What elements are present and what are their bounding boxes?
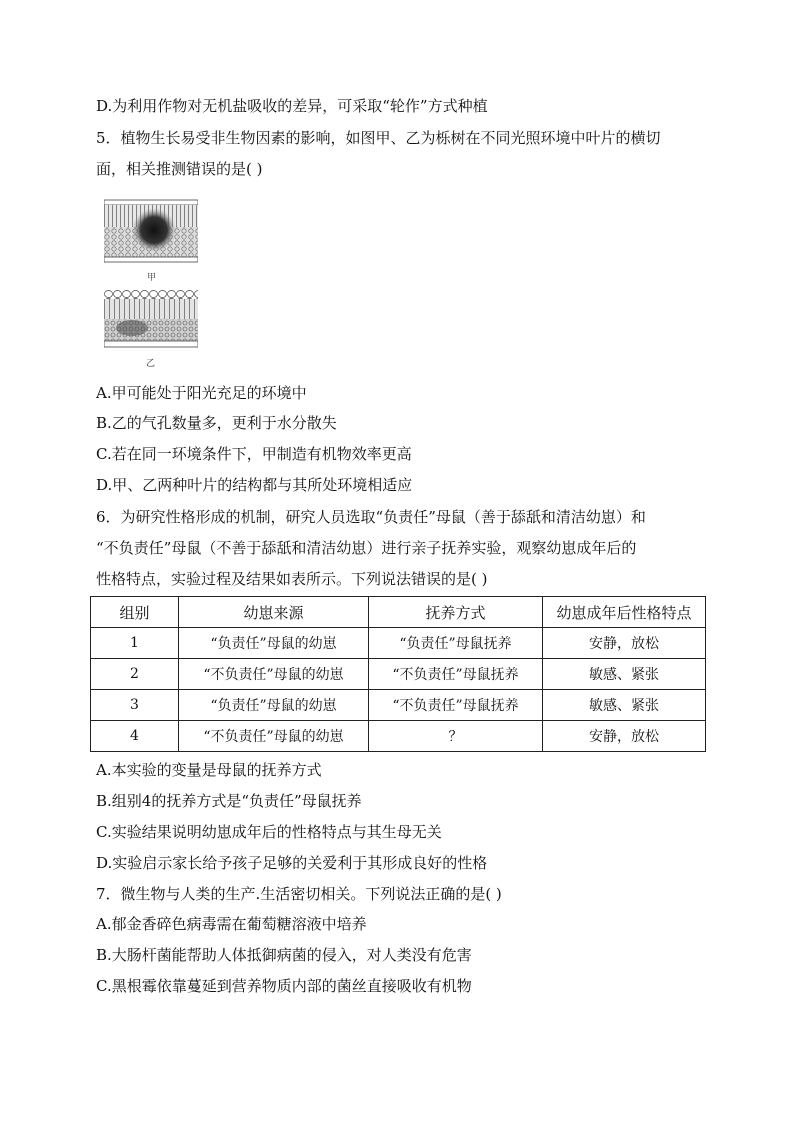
experiment-table (90, 596, 706, 752)
prev-option-d: D.为利用作物对无机盐吸收的差异，可采取“轮作”方式种植 (96, 97, 488, 115)
table-cell: 1 (91, 628, 179, 659)
q6-stem-line-1: 6．为研究性格形成的机制，研究人员选取“负责任”母鼠（善于舔舐和清洁幼崽）和 (96, 508, 646, 526)
q5-stem-line-1: 5．植物生长易受非生物因素的影响，如图甲、乙为栎树在不同光照环境中叶片的横切 (96, 129, 661, 147)
q7-stem: 7．微生物与人类的生产.生活密切相关。下列说法正确的是( ) (96, 885, 502, 903)
q6-stem-line-3: 性格特点，实验过程及结果如表所示。下列说法错误的是( ) (96, 570, 488, 588)
q5-option-b[interactable]: B.乙的气孔数量多，更利于水分散失 (96, 414, 337, 432)
leaf-cross-section-b-image (104, 290, 198, 350)
table-cell: 3 (91, 690, 179, 721)
table-cell: “不负责任”母鼠的幼崽 (179, 659, 369, 690)
table-row (91, 721, 706, 752)
q5-option-a[interactable]: A.甲可能处于阳光充足的环境中 (96, 384, 307, 402)
figure-label-a: 甲 (147, 273, 157, 283)
q5-option-d[interactable]: D.甲、乙两种叶片的结构都与其所处环境相适应 (96, 476, 413, 494)
table-cell: 敏感、紧张 (543, 690, 706, 721)
table-cell: “不负责任”母鼠抚养 (369, 659, 543, 690)
q6-stem-line-2: “不负责任”母鼠（不善于舔舐和清洁幼崽）进行亲子抚养实验，观察幼崽成年后的 (96, 539, 637, 557)
q7-option-c[interactable]: C.黑根霉依靠蔓延到营养物质内部的菌丝直接吸收有机物 (96, 977, 472, 995)
q5-stem-line-2: 面，相关推测错误的是( ) (96, 160, 263, 178)
q5-option-c[interactable]: C.若在同一环境条件下，甲制造有机物效率更高 (96, 445, 412, 463)
table-cell: 安静，放松 (543, 721, 706, 752)
table-cell: “负责任”母鼠抚养 (369, 628, 543, 659)
q6-option-a[interactable]: A.本实验的变量是母鼠的抚养方式 (96, 761, 322, 779)
table-cell: “负责任”母鼠的幼崽 (179, 628, 369, 659)
table-cell: 安静，放松 (543, 628, 706, 659)
table-row (91, 659, 706, 690)
q6-option-c[interactable]: C.实验结果说明幼崽成年后的性格特点与其生母无关 (96, 823, 442, 841)
table-cell: 4 (91, 721, 179, 752)
table-row (91, 690, 706, 721)
header-adult-personality: 幼崽成年后性格特点 (543, 597, 706, 628)
header-rearing-method: 抚养方式 (369, 597, 543, 628)
q6-option-b[interactable]: B.组别4的抚养方式是“负责任”母鼠抚养 (96, 792, 362, 810)
q7-option-a[interactable]: A.郁金香碎色病毒需在葡萄糖溶液中培养 (96, 915, 367, 933)
table-cell: “不负责任”母鼠抚养 (369, 690, 543, 721)
header-group: 组别 (91, 597, 179, 628)
header-pup-source: 幼崽来源 (179, 597, 369, 628)
q6-option-d[interactable]: D.实验启示家长给予孩子足够的关爱利于其形成良好的性格 (96, 854, 488, 872)
table-row (91, 628, 706, 659)
table-cell: ？ (369, 721, 543, 752)
table-cell: 2 (91, 659, 179, 690)
q7-option-b[interactable]: B.大肠杆菌能帮助人体抵御病菌的侵入，对人类没有危害 (96, 946, 472, 964)
table-cell: 敏感、紧张 (543, 659, 706, 690)
figure-label-b: 乙 (146, 359, 156, 369)
table-cell: “不负责任”母鼠的幼崽 (179, 721, 369, 752)
leaf-cross-section-a-image (104, 198, 198, 268)
table-header-row (91, 597, 706, 628)
table-cell: “负责任”母鼠的幼崽 (179, 690, 369, 721)
